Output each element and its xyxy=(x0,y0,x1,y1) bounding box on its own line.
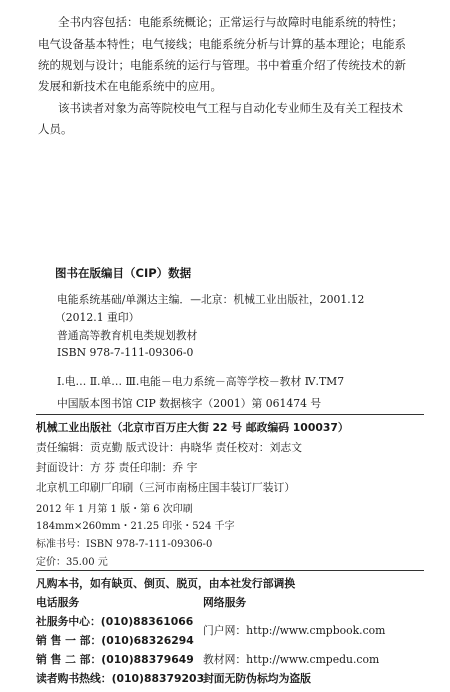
publisher-line: 封面设计：方 芬 责任印制：乔 宇 xyxy=(36,461,198,474)
publisher-line: 定价：35.00 元 xyxy=(36,557,108,568)
phone-heading: 电话服务 xyxy=(36,596,80,609)
summary-line: 人员。 xyxy=(38,122,73,136)
divider xyxy=(36,570,424,571)
publisher-line: 责任编辑：贡克勤 版式设计：冉晓华 责任校对：刘志文 xyxy=(36,441,302,454)
publisher-line: 机械工业出版社（北京市百万庄大街 22 号 邮政编码 100037） xyxy=(36,421,349,434)
cip-line: Ⅰ.电… Ⅱ.单… Ⅲ.电能－电力系统－高等学校－教材 Ⅳ.TM7 xyxy=(57,375,345,388)
phone-line: 社服务中心：(010)88361066 xyxy=(36,615,194,628)
anti-fake-note: 封面无防伪标均为盗版 xyxy=(203,672,311,685)
portal-link[interactable]: 门户网：http://www.cmpbook.com xyxy=(203,624,386,637)
phone-line: 销 售 一 部：(010)68326294 xyxy=(36,634,194,647)
divider xyxy=(36,414,424,415)
phone-line: 销 售 二 部：(010)88379649 xyxy=(36,653,194,666)
publisher-line: 标准书号：ISBN 978-7-111-09306-0 xyxy=(36,539,213,550)
summary-line: 全书内容包括：电能系统概论；正常运行与故障时电能系统的特性； xyxy=(58,15,403,29)
summary-line: 发展和新技术在电能系统中的应用。 xyxy=(38,79,222,93)
net-heading: 网络服务 xyxy=(203,596,247,609)
summary-line: 该书读者对象为高等院校电气工程与自动化专业师生及有关工程技术 xyxy=(58,101,403,115)
edu-link[interactable]: 教材网：http://www.cmpedu.com xyxy=(203,653,380,666)
summary-line: 统的规划与设计；电能系统的运行与管理。书中着重介绍了传统技术的新 xyxy=(38,58,406,72)
phone-line: 读者购书热线：(010)88379203 xyxy=(36,672,205,685)
publisher-line: 2012 年 1 月第 1 版・第 6 次印刷 xyxy=(36,504,193,515)
cip-heading: 图书在版编目（CIP）数据 xyxy=(55,266,192,280)
summary-line: 电气设备基本特性；电气接线；电能系统分析与计算的基本理论；电能系 xyxy=(38,37,406,51)
notice: 凡购本书，如有缺页、倒页、脱页，由本社发行部调换 xyxy=(36,577,296,590)
cip-line: 普通高等教育机电类规划教材 xyxy=(57,329,198,342)
cip-line: （2012.1 重印） xyxy=(55,311,140,324)
cip-line: 电能系统基础/单渊达主编．—北京：机械工业出版社，2001.12 xyxy=(57,293,365,306)
cip-line: 中国版本图书馆 CIP 数据核字（2001）第 061474 号 xyxy=(57,397,322,410)
publisher-line: 北京机工印刷厂印刷（三河市南杨庄国丰装订厂装订） xyxy=(36,481,296,494)
cip-line: ISBN 978-7-111-09306-0 xyxy=(57,346,194,359)
publisher-line: 184mm×260mm・21.25 印张・524 千字 xyxy=(36,521,235,532)
